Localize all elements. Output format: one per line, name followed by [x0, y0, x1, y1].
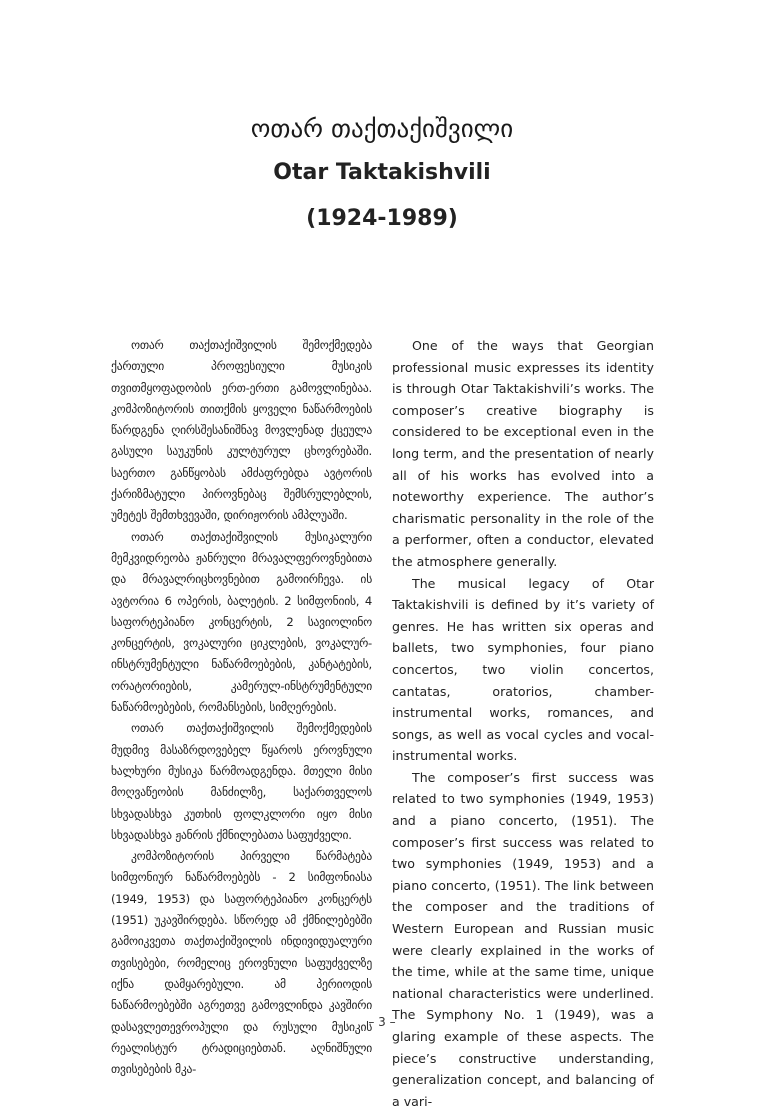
page-title-block — [0, 112, 764, 234]
english-paragraph: The composer’s first success was related to two symphonies (1949, 1953) and a piano concerto, (1951). The composer’s first success was related to two symphonies (1949, 1953) and a piano concerto, (1951). The link between the composer and the traditions of Western European and Russian music were clearly explained in the works of the time, while at the same time, unique national characteristics were underlined. The Symphony No. 1 (1949), was a glaring example of these aspects. The piece’s constructive understanding, generalization concept, and balancing of a vari- — [392, 769, 654, 1109]
title-georgian: ოთარ თაქთაქიშვილი — [250, 114, 514, 143]
georgian-column — [111, 335, 372, 1080]
title-years: (1924-1989) — [306, 206, 458, 231]
georgian-paragraph: ოთარ თაქთაქიშვილის შემოქმედების მუდმივ მასაზრდოვებელ წყაროს ეროვნული ხალხური მუსიკა წარმოადგენდა. მთელი მისი მოღვაწეობის მანძილზე, საქართველოს სხვადასხვა კუთხის ფოლკლორი იყო მისი სხვადასხვა ჟანრის ქმნილებათა საფუძველი. — [111, 721, 372, 842]
english-column — [392, 335, 654, 1112]
english-paragraph: One of the ways that Georgian professional music expresses its identity is through Otar Taktakishvili’s works. The composer’s creative biography is considered to be exceptional even in the long term, and the presentation of nearly all of his works has evolved into a noteworthy experience. The author’s charismatic personality in the role of the a performer, often a conductor, elevated the atmosphere generally. — [392, 338, 654, 569]
title-english: Otar Taktakishvili — [273, 160, 491, 185]
georgian-paragraph: ოთარ თაქთაქიშვილის შემოქმედება ქართული პროფესიული მუსიკის თვითმყოფადობის ერთ-ერთი გამოვლინებაა. კომპოზიტორის თითქმის ყოველი ნაწარმოების წარდგენა ღირსშესანიშნავ მოვლენად ქცეულა გასული საუკუნის კულტურულ ცხოვრებაში. საერთო განწყობას ამძაფრებდა ავტორის ქარიზმატული პიროვნებაც შემსრულებლის, უმეტეს შემთხვევაში, დირიჟორის ამპლუაში. — [111, 338, 372, 523]
page-number: – 3 – — [368, 1015, 396, 1029]
georgian-paragraph: კომპოზიტორის პირველი წარმატება სიმფონიურ ნაწარმოებებს - 2 სიმფონიასა (1949, 1953) და საფორტეპიანო კონცერტს (1951) უკავშირდება. სწორედ ამ ქმნილებებში გამოიკვეთა თაქთაქიშვილის ინდივიდუალური თვისებები, რომელიც ეროვნული საფუძველზე იქნა დამყარებული. ამ პერიოდის ნაწარმოებებში აგრეთვე გამოვლინდა კავშირი დასავლეთევროპული და რუსული მუსიკის რეალისტურ ტრადიციებთან. აღნიშნული თვისებების მკა- — [111, 849, 372, 1077]
georgian-paragraph: ოთარ თაქთაქიშვილის მუსიკალური მემკვიდრეობა ჟანრული მრავალფეროვნებითა და მრავალრიცხოვნებით გამოირჩევა. ის ავტორია 6 ოპერის, ბალეტის. 2 სიმფონიის, 4 საფორტეპიანო კონცერტის, 2 სავიოლინო კონცერტის, ვოკალური ციკლების, ვოკალურ-ინსტრუმენტული ნაწარმოებების, კანტატების, ორატორიების, კამერულ-ინსტრუმენტული ნაწარმოებების, რომანსების, სიმღერების. — [111, 529, 372, 715]
english-paragraph: The musical legacy of Otar Taktakishvili is defined by it’s variety of genres. He has written six operas and ballets, two symphonies, four piano concertos, two violin concertos, cantatas, oratorios, chamber-instrumental works, romances, and songs, as well as vocal cycles and vocal-instrumental works. — [392, 575, 654, 764]
